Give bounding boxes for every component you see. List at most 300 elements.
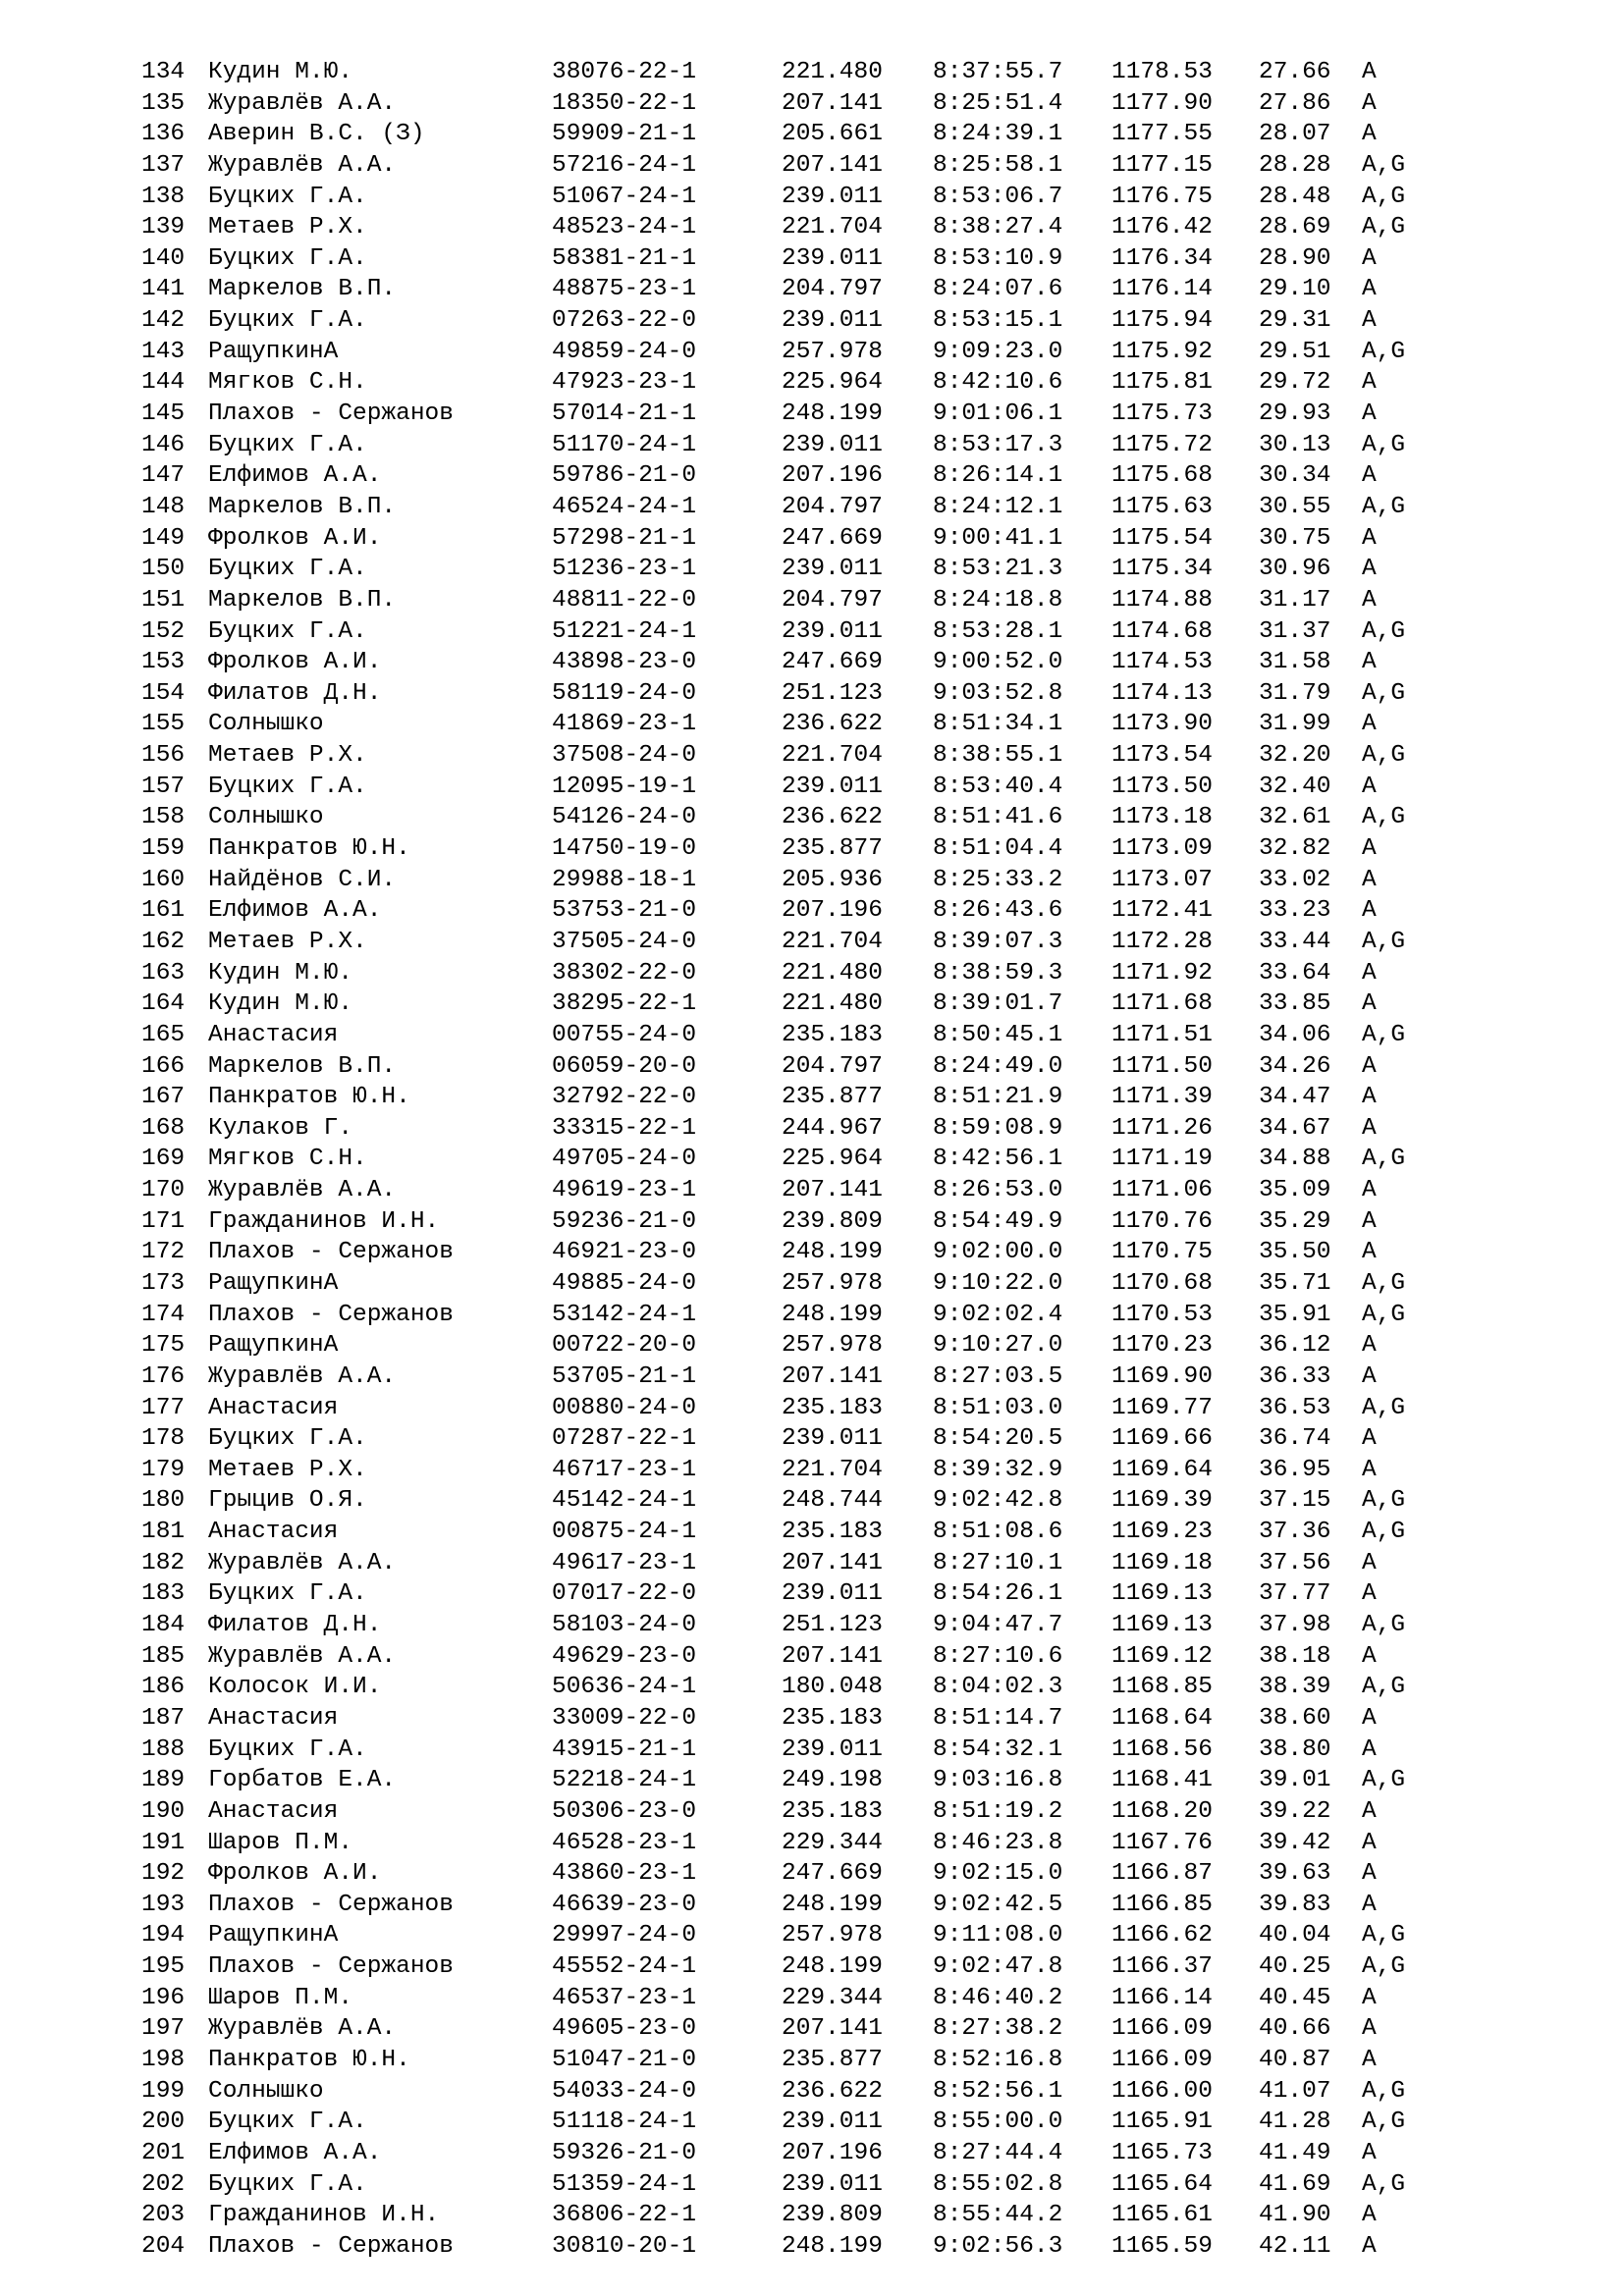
coefficient: 33.02 — [1259, 866, 1331, 893]
speed: 1175.81 — [1111, 369, 1213, 397]
flags: A — [1362, 1642, 1377, 1670]
distance: 257.978 — [782, 1332, 883, 1360]
coefficient: 34.88 — [1259, 1146, 1331, 1173]
speed: 1171.39 — [1111, 1084, 1213, 1111]
ring-number: 07017-22-0 — [552, 1580, 697, 1608]
speed: 1170.23 — [1111, 1332, 1213, 1360]
place-number: 175 — [141, 1332, 186, 1360]
place-number: 158 — [141, 804, 186, 831]
flags: A,G — [1362, 1519, 1406, 1546]
fancier-name: Метаев Р.Х. — [208, 1456, 367, 1483]
arrival-time: 8:51:14.7 — [933, 1704, 1063, 1732]
distance: 257.978 — [782, 338, 883, 365]
coefficient: 39.83 — [1259, 1891, 1331, 1918]
place-number: 179 — [141, 1456, 186, 1483]
arrival-time: 8:53:28.1 — [933, 617, 1063, 645]
place-number: 148 — [141, 493, 186, 520]
distance: 239.011 — [782, 183, 883, 210]
speed: 1173.90 — [1111, 711, 1213, 738]
distance: 207.141 — [782, 1549, 883, 1576]
flags: A — [1362, 1114, 1377, 1142]
place-number: 172 — [141, 1239, 186, 1266]
coefficient: 33.23 — [1259, 897, 1331, 925]
coefficient: 30.75 — [1259, 524, 1331, 552]
ring-number: 48523-24-1 — [552, 214, 697, 241]
distance: 235.877 — [782, 2047, 883, 2073]
arrival-time: 9:03:16.8 — [933, 1767, 1063, 1794]
fancier-name: Анастасия — [208, 1519, 339, 1546]
arrival-time: 9:02:02.4 — [933, 1301, 1063, 1328]
place-number: 152 — [141, 617, 186, 645]
flags: A,G — [1362, 1269, 1406, 1297]
arrival-time: 8:53:40.4 — [933, 773, 1063, 800]
speed: 1171.26 — [1111, 1114, 1213, 1142]
arrival-time: 8:25:58.1 — [933, 151, 1063, 179]
distance: 239.011 — [782, 2170, 883, 2198]
flags: A — [1362, 897, 1377, 925]
arrival-time: 8:42:56.1 — [933, 1146, 1063, 1173]
coefficient: 33.85 — [1259, 990, 1331, 1018]
ring-number: 46921-23-0 — [552, 1239, 697, 1266]
arrival-time: 8:26:43.6 — [933, 897, 1063, 925]
speed: 1175.94 — [1111, 307, 1213, 335]
fancier-name: Фролков А.И. — [208, 649, 382, 676]
fancier-name: Кудин М.Ю. — [208, 59, 353, 85]
coefficient: 41.90 — [1259, 2202, 1331, 2229]
fancier-name: Буцких Г.А. — [208, 773, 367, 800]
flags: A,G — [1362, 1953, 1406, 1981]
coefficient: 41.28 — [1259, 2109, 1331, 2136]
coefficient: 35.91 — [1259, 1301, 1331, 1328]
speed: 1169.18 — [1111, 1549, 1213, 1576]
flags: A — [1362, 89, 1377, 117]
place-number: 166 — [141, 1052, 186, 1080]
flags: A — [1362, 2232, 1377, 2260]
ring-number: 33315-22-1 — [552, 1114, 697, 1142]
arrival-time: 9:02:47.8 — [933, 1953, 1063, 1981]
fancier-name: Анастасия — [208, 1704, 339, 1732]
coefficient: 37.15 — [1259, 1487, 1331, 1515]
place-number: 150 — [141, 556, 186, 583]
ring-number: 58103-24-0 — [552, 1612, 697, 1639]
flags: A — [1362, 1829, 1377, 1856]
fancier-name: Филатов Д.Н. — [208, 1612, 382, 1639]
coefficient: 40.45 — [1259, 1984, 1331, 2011]
flags: A — [1362, 2047, 1377, 2073]
distance: 247.669 — [782, 649, 883, 676]
place-number: 198 — [141, 2047, 186, 2073]
speed: 1166.00 — [1111, 2077, 1213, 2105]
distance: 235.183 — [782, 1704, 883, 1732]
ring-number: 43898-23-0 — [552, 649, 697, 676]
coefficient: 37.77 — [1259, 1580, 1331, 1608]
speed: 1170.75 — [1111, 1239, 1213, 1266]
place-number: 165 — [141, 1021, 186, 1048]
distance: 207.141 — [782, 1362, 883, 1390]
flags: A,G — [1362, 431, 1406, 458]
fancier-name: Анастасия — [208, 1797, 339, 1825]
speed: 1166.09 — [1111, 2047, 1213, 2073]
distance: 239.011 — [782, 2109, 883, 2136]
arrival-time: 9:04:47.7 — [933, 1612, 1063, 1639]
speed: 1171.92 — [1111, 959, 1213, 987]
distance: 248.199 — [782, 400, 883, 428]
place-number: 136 — [141, 121, 186, 148]
distance: 257.978 — [782, 1269, 883, 1297]
ring-number: 14750-19-0 — [552, 835, 697, 863]
speed: 1176.42 — [1111, 214, 1213, 241]
ring-number: 07287-22-1 — [552, 1425, 697, 1453]
ring-number: 29997-24-0 — [552, 1922, 697, 1949]
distance: 221.480 — [782, 959, 883, 987]
ring-number: 53142-24-1 — [552, 1301, 697, 1328]
arrival-time: 8:53:15.1 — [933, 307, 1063, 335]
arrival-time: 8:38:59.3 — [933, 959, 1063, 987]
distance: 207.141 — [782, 1177, 883, 1204]
coefficient: 41.49 — [1259, 2139, 1331, 2166]
coefficient: 30.55 — [1259, 493, 1331, 520]
arrival-time: 8:38:27.4 — [933, 214, 1063, 241]
fancier-name: Анастасия — [208, 1021, 339, 1048]
speed: 1165.59 — [1111, 2232, 1213, 2260]
coefficient: 28.07 — [1259, 121, 1331, 148]
flags: A — [1362, 835, 1377, 863]
speed: 1173.18 — [1111, 804, 1213, 831]
arrival-time: 8:27:38.2 — [933, 2015, 1063, 2043]
ring-number: 46639-23-0 — [552, 1891, 697, 1918]
fancier-name: Буцких Г.А. — [208, 431, 367, 458]
speed: 1169.90 — [1111, 1362, 1213, 1390]
coefficient: 41.07 — [1259, 2077, 1331, 2105]
ring-number: 36806-22-1 — [552, 2202, 697, 2229]
flags: A — [1362, 1704, 1377, 1732]
coefficient: 38.80 — [1259, 1735, 1331, 1763]
fancier-name: Найдёнов С.И. — [208, 866, 397, 893]
speed: 1175.72 — [1111, 431, 1213, 458]
arrival-time: 8:25:51.4 — [933, 89, 1063, 117]
ring-number: 49619-23-1 — [552, 1177, 697, 1204]
flags: A — [1362, 121, 1377, 148]
distance: 239.011 — [782, 431, 883, 458]
distance: 239.011 — [782, 1580, 883, 1608]
coefficient: 30.34 — [1259, 462, 1331, 490]
ring-number: 53753-21-0 — [552, 897, 697, 925]
distance: 239.011 — [782, 244, 883, 272]
fancier-name: Маркелов В.П. — [208, 493, 397, 520]
distance: 257.978 — [782, 1922, 883, 1949]
place-number: 162 — [141, 928, 186, 955]
speed: 1170.76 — [1111, 1207, 1213, 1235]
distance: 235.877 — [782, 835, 883, 863]
ring-number: 59909-21-1 — [552, 121, 697, 148]
distance: 221.704 — [782, 928, 883, 955]
speed: 1173.09 — [1111, 835, 1213, 863]
fancier-name: Солнышко — [208, 804, 324, 831]
flags: A,G — [1362, 742, 1406, 770]
fancier-name: Буцких Г.А. — [208, 244, 367, 272]
flags: A — [1362, 556, 1377, 583]
ring-number: 00875-24-1 — [552, 1519, 697, 1546]
place-number: 185 — [141, 1642, 186, 1670]
place-number: 157 — [141, 773, 186, 800]
ring-number: 51359-24-1 — [552, 2170, 697, 2198]
flags: A — [1362, 244, 1377, 272]
ring-number: 43915-21-1 — [552, 1735, 697, 1763]
flags: A — [1362, 1735, 1377, 1763]
place-number: 189 — [141, 1767, 186, 1794]
ring-number: 59786-21-0 — [552, 462, 697, 490]
flags: A,G — [1362, 1394, 1406, 1421]
ring-number: 18350-22-1 — [552, 89, 697, 117]
fancier-name: Буцких Г.А. — [208, 307, 367, 335]
distance: 247.669 — [782, 1860, 883, 1888]
flags: A — [1362, 2139, 1377, 2166]
place-number: 192 — [141, 1860, 186, 1888]
place-number: 204 — [141, 2232, 186, 2260]
speed: 1172.41 — [1111, 897, 1213, 925]
distance: 235.183 — [782, 1021, 883, 1048]
place-number: 159 — [141, 835, 186, 863]
flags: A — [1362, 773, 1377, 800]
place-number: 161 — [141, 897, 186, 925]
speed: 1175.34 — [1111, 556, 1213, 583]
arrival-time: 9:02:00.0 — [933, 1239, 1063, 1266]
speed: 1171.06 — [1111, 1177, 1213, 1204]
speed: 1165.91 — [1111, 2109, 1213, 2136]
flags: A,G — [1362, 928, 1406, 955]
place-number: 146 — [141, 431, 186, 458]
ring-number: 49705-24-0 — [552, 1146, 697, 1173]
fancier-name: Плахов - Сержанов — [208, 1891, 454, 1918]
place-number: 173 — [141, 1269, 186, 1297]
speed: 1166.09 — [1111, 2015, 1213, 2043]
ring-number: 07263-22-0 — [552, 307, 697, 335]
coefficient: 31.37 — [1259, 617, 1331, 645]
ring-number: 48811-22-0 — [552, 586, 697, 614]
coefficient: 34.06 — [1259, 1021, 1331, 1048]
flags: A,G — [1362, 617, 1406, 645]
coefficient: 35.50 — [1259, 1239, 1331, 1266]
ring-number: 51170-24-1 — [552, 431, 697, 458]
ring-number: 58381-21-1 — [552, 244, 697, 272]
arrival-time: 8:24:39.1 — [933, 121, 1063, 148]
fancier-name: Буцких Г.А. — [208, 183, 367, 210]
fancier-name: Шаров П.М. — [208, 1829, 353, 1856]
coefficient: 36.33 — [1259, 1362, 1331, 1390]
arrival-time: 8:53:10.9 — [933, 244, 1063, 272]
coefficient: 33.64 — [1259, 959, 1331, 987]
coefficient: 29.93 — [1259, 400, 1331, 428]
speed: 1169.66 — [1111, 1425, 1213, 1453]
arrival-time: 8:51:08.6 — [933, 1519, 1063, 1546]
arrival-time: 8:46:23.8 — [933, 1829, 1063, 1856]
place-number: 167 — [141, 1084, 186, 1111]
fancier-name: Плахов - Сержанов — [208, 1953, 454, 1981]
fancier-name: Елфимов А.А. — [208, 462, 382, 490]
speed: 1172.28 — [1111, 928, 1213, 955]
ring-number: 51067-24-1 — [552, 183, 697, 210]
coefficient: 29.51 — [1259, 338, 1331, 365]
place-number: 143 — [141, 338, 186, 365]
coefficient: 29.72 — [1259, 369, 1331, 397]
arrival-time: 8:24:18.8 — [933, 586, 1063, 614]
ring-number: 00755-24-0 — [552, 1021, 697, 1048]
place-number: 182 — [141, 1549, 186, 1576]
flags: A — [1362, 959, 1377, 987]
flags: A — [1362, 2015, 1377, 2043]
flags: A,G — [1362, 151, 1406, 179]
arrival-time: 9:10:22.0 — [933, 1269, 1063, 1297]
place-number: 174 — [141, 1301, 186, 1328]
place-number: 149 — [141, 524, 186, 552]
speed: 1177.90 — [1111, 89, 1213, 117]
place-number: 153 — [141, 649, 186, 676]
place-number: 156 — [141, 742, 186, 770]
fancier-name: Елфимов А.А. — [208, 897, 382, 925]
arrival-time: 8:26:14.1 — [933, 462, 1063, 490]
flags: A — [1362, 990, 1377, 1018]
place-number: 147 — [141, 462, 186, 490]
ring-number: 48875-23-1 — [552, 276, 697, 303]
ring-number: 46524-24-1 — [552, 493, 697, 520]
ring-number: 53705-21-1 — [552, 1362, 697, 1390]
fancier-name: Буцких Г.А. — [208, 2170, 367, 2198]
arrival-time: 9:11:08.0 — [933, 1922, 1063, 1949]
ring-number: 54126-24-0 — [552, 804, 697, 831]
speed: 1166.14 — [1111, 1984, 1213, 2011]
flags: A,G — [1362, 804, 1406, 831]
flags: A — [1362, 1362, 1377, 1390]
speed: 1169.13 — [1111, 1580, 1213, 1608]
coefficient: 29.31 — [1259, 307, 1331, 335]
speed: 1166.85 — [1111, 1891, 1213, 1918]
distance: 239.011 — [782, 773, 883, 800]
fancier-name: Елфимов А.А. — [208, 2139, 382, 2166]
place-number: 164 — [141, 990, 186, 1018]
distance: 239.809 — [782, 2202, 883, 2229]
fancier-name: Журавлёв А.А. — [208, 1362, 397, 1390]
coefficient: 27.86 — [1259, 89, 1331, 117]
arrival-time: 8:55:02.8 — [933, 2170, 1063, 2198]
coefficient: 35.09 — [1259, 1177, 1331, 1204]
distance: 207.196 — [782, 897, 883, 925]
distance: 248.199 — [782, 1301, 883, 1328]
fancier-name: Шаров П.М. — [208, 1984, 353, 2011]
coefficient: 32.61 — [1259, 804, 1331, 831]
place-number: 188 — [141, 1735, 186, 1763]
fancier-name: Журавлёв А.А. — [208, 89, 397, 117]
arrival-time: 8:51:34.1 — [933, 711, 1063, 738]
place-number: 196 — [141, 1984, 186, 2011]
coefficient: 40.04 — [1259, 1922, 1331, 1949]
flags: A — [1362, 1580, 1377, 1608]
coefficient: 29.10 — [1259, 276, 1331, 303]
place-number: 178 — [141, 1425, 186, 1453]
speed: 1178.53 — [1111, 59, 1213, 85]
place-number: 134 — [141, 59, 186, 85]
fancier-name: Кулаков Г. — [208, 1114, 353, 1142]
fancier-name: Метаев Р.Х. — [208, 214, 367, 241]
speed: 1171.50 — [1111, 1052, 1213, 1080]
coefficient: 36.74 — [1259, 1425, 1331, 1453]
coefficient: 31.17 — [1259, 586, 1331, 614]
fancier-name: Плахов - Сержанов — [208, 2232, 454, 2260]
arrival-time: 8:27:44.4 — [933, 2139, 1063, 2166]
speed: 1175.63 — [1111, 493, 1213, 520]
coefficient: 36.12 — [1259, 1332, 1331, 1360]
arrival-time: 8:51:19.2 — [933, 1797, 1063, 1825]
distance: 239.011 — [782, 1735, 883, 1763]
distance: 205.936 — [782, 866, 883, 893]
coefficient: 27.66 — [1259, 59, 1331, 85]
speed: 1175.68 — [1111, 462, 1213, 490]
distance: 239.011 — [782, 1425, 883, 1453]
coefficient: 41.69 — [1259, 2170, 1331, 2198]
fancier-name: Филатов Д.Н. — [208, 679, 382, 707]
arrival-time: 8:51:03.0 — [933, 1394, 1063, 1421]
ring-number: 41869-23-1 — [552, 711, 697, 738]
ring-number: 57014-21-1 — [552, 400, 697, 428]
arrival-time: 8:51:21.9 — [933, 1084, 1063, 1111]
fancier-name: Солнышко — [208, 2077, 324, 2105]
speed: 1166.37 — [1111, 1953, 1213, 1981]
arrival-time: 9:01:06.1 — [933, 400, 1063, 428]
fancier-name: Маркелов В.П. — [208, 586, 397, 614]
distance: 221.704 — [782, 214, 883, 241]
fancier-name: Буцких Г.А. — [208, 1580, 367, 1608]
ring-number: 00722-20-0 — [552, 1332, 697, 1360]
place-number: 176 — [141, 1362, 186, 1390]
ring-number: 59326-21-0 — [552, 2139, 697, 2166]
place-number: 144 — [141, 369, 186, 397]
distance: 221.704 — [782, 742, 883, 770]
speed: 1176.14 — [1111, 276, 1213, 303]
coefficient: 34.47 — [1259, 1084, 1331, 1111]
ring-number: 43860-23-1 — [552, 1860, 697, 1888]
speed: 1169.64 — [1111, 1456, 1213, 1483]
arrival-time: 8:42:10.6 — [933, 369, 1063, 397]
speed: 1171.51 — [1111, 1021, 1213, 1048]
speed: 1175.54 — [1111, 524, 1213, 552]
place-number: 171 — [141, 1207, 186, 1235]
coefficient: 32.40 — [1259, 773, 1331, 800]
arrival-time: 8:54:20.5 — [933, 1425, 1063, 1453]
place-number: 203 — [141, 2202, 186, 2229]
ring-number: 51118-24-1 — [552, 2109, 697, 2136]
fancier-name: Анастасия — [208, 1394, 339, 1421]
coefficient: 40.87 — [1259, 2047, 1331, 2073]
ring-number: 06059-20-0 — [552, 1052, 697, 1080]
arrival-time: 8:53:06.7 — [933, 183, 1063, 210]
coefficient: 39.01 — [1259, 1767, 1331, 1794]
ring-number: 50636-24-1 — [552, 1674, 697, 1701]
arrival-time: 9:02:56.3 — [933, 2232, 1063, 2260]
ring-number: 47923-23-1 — [552, 369, 697, 397]
place-number: 163 — [141, 959, 186, 987]
coefficient: 28.90 — [1259, 244, 1331, 272]
place-number: 190 — [141, 1797, 186, 1825]
fancier-name: Буцких Г.А. — [208, 1735, 367, 1763]
ring-number: 38295-22-1 — [552, 990, 697, 1018]
ring-number: 51221-24-1 — [552, 617, 697, 645]
place-number: 145 — [141, 400, 186, 428]
distance: 249.198 — [782, 1767, 883, 1794]
flags: A — [1362, 1425, 1377, 1453]
arrival-time: 9:03:52.8 — [933, 679, 1063, 707]
flags: A — [1362, 400, 1377, 428]
place-number: 137 — [141, 151, 186, 179]
distance: 207.196 — [782, 462, 883, 490]
